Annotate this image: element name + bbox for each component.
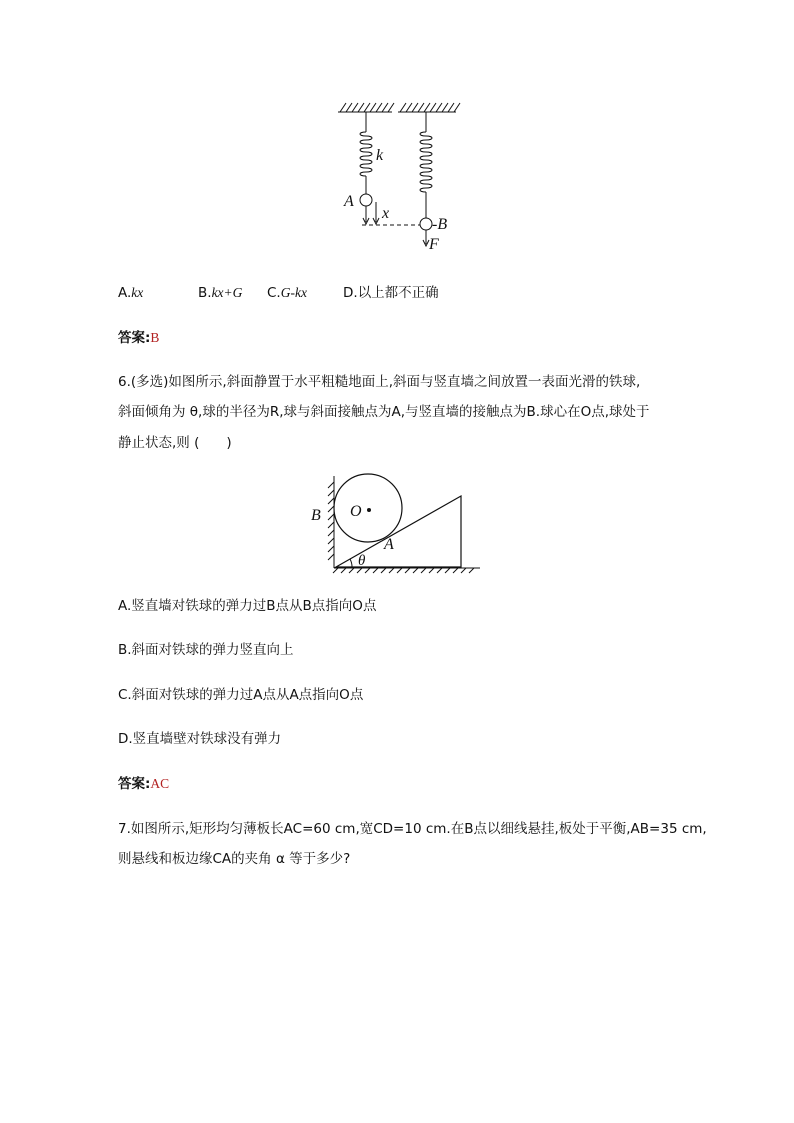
answer-value: B	[150, 330, 160, 345]
q6-stem-line3: 静止状态,则 ( )	[118, 435, 232, 451]
q6-option-b: B.斜面对铁球的弹力竖直向上	[118, 642, 294, 658]
q5-option-b: B.kx+G	[198, 285, 243, 301]
answer-label: 答案:	[118, 776, 151, 792]
q6-option-c: C.斜面对铁球的弹力过A点从A点指向O点	[118, 687, 364, 703]
q7-stem-line2: 则悬线和板边缘CA的夹角 α 等于多少?	[118, 851, 351, 867]
q7-stem-line1: 7.如图所示,矩形均匀薄板长AC=60 cm,宽CD=10 cm.在B点以细线悬挂,板处于平衡,AB=35 cm,	[118, 821, 707, 837]
angle-arc	[350, 559, 352, 567]
q5-options	[118, 284, 439, 302]
q6-stem-line2: 斜面倾角为 θ,球的半径为R,球与斜面接触点为A,与竖直墙的接触点为B.球心在O点,球处于	[118, 404, 650, 420]
point-b-label: B	[311, 507, 321, 524]
vertical-wall	[328, 476, 334, 568]
theta-label: θ	[358, 553, 366, 569]
center-o-label: O	[350, 503, 362, 520]
spring-figure	[330, 98, 470, 258]
answer-label: 答案:	[118, 330, 151, 346]
q6-option-a: A.竖直墙对铁球的弹力过B点从B点指向O点	[118, 598, 377, 614]
ground	[333, 568, 480, 573]
point-b-label: -B	[432, 216, 448, 233]
answer-value: AC	[150, 776, 170, 791]
iron-ball	[334, 474, 402, 542]
q6-stem-line1: 6.(多选)如图所示,斜面静置于水平粗糙地面上,斜面与竖直墙之间放置一表面光滑的铁球,	[118, 374, 641, 390]
q6-answer	[118, 775, 169, 793]
displacement-arrow	[363, 202, 379, 224]
incline-ball-figure	[308, 472, 486, 576]
displacement-label: x	[382, 205, 390, 222]
right-spring	[420, 112, 432, 246]
ball-center	[367, 508, 371, 512]
left-spring	[360, 112, 372, 206]
q5-option-d: D.以上都不正确	[343, 285, 439, 301]
q5-option-c: C.G-kx	[267, 285, 307, 301]
point-a-label: A	[384, 536, 394, 553]
q5-option-a: A.kx	[118, 285, 144, 301]
point-a-label: A	[344, 193, 354, 210]
left-ceiling	[338, 103, 394, 112]
force-label: F	[429, 236, 439, 253]
q6-option-d: D.竖直墙壁对铁球没有弹力	[118, 731, 282, 747]
spring-constant-label: k	[376, 147, 384, 164]
q5-answer	[118, 329, 159, 347]
right-ceiling	[398, 103, 460, 112]
